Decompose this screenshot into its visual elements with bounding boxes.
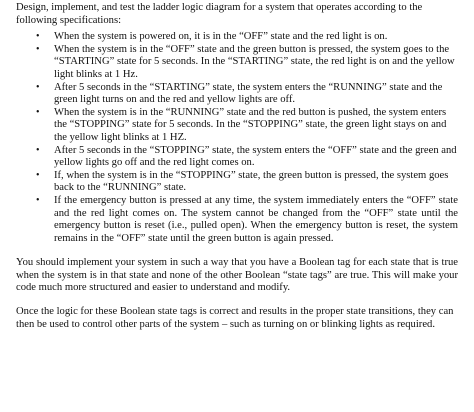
list-item-text: When the system is in the “OFF” state and the green button is pressed, the system goes to the “STARTING” state for 5 seconds. In the “STARTING” state, the red light is on and the yellow light blinks at 1 Hz. — [54, 43, 455, 80]
bullet-icon: • — [36, 169, 40, 181]
bullet-icon: • — [36, 31, 40, 43]
state-transition-paragraph: Once the logic for these Boolean state tags is correct and results in the proper state transitions, they can then be used to control other parts of the system – such as turning on or blinking lights as required. — [16, 306, 454, 330]
list-item-text: After 5 seconds in the “STARTING” state, the system enters the “RUNNING” state and the green light turns on and the red and yellow lights are off. — [54, 81, 443, 106]
boolean-tag-paragraph: You should implement your system in such a way that you have a Boolean tag for each state that is true when the system is in that state and none of the other Boolean “state tags” are true. This will make your code much more structured and easier to understand and modify. — [16, 257, 458, 294]
bullet-icon: • — [36, 194, 40, 206]
list-item — [16, 170, 458, 195]
list-item-text: After 5 seconds in the “STOPPING” state, the system enters the “OFF” state and the green and yellow lights go off and the red light comes on. — [54, 144, 457, 169]
list-item-text: When the system is in the “RUNNING” state and the red button is pushed, the system enters the “STOPPING” state for 5 seconds. In the “STOPPING” state, the green light stays on and the yellow light blinks at 1 HZ. — [54, 106, 447, 143]
list-item — [16, 195, 458, 245]
list-item — [16, 82, 458, 107]
bullet-icon: • — [36, 81, 40, 93]
list-item — [16, 44, 458, 82]
list-item-text: When the system is powered on, it is in the “OFF” state and the red light is on. — [54, 31, 388, 43]
list-item-text: If the emergency button is pressed at any time, the system immediately enters the “OFF” state and the red light comes on. The system cannot be changed from the “OFF” state until the emergency button is reset (i.e., pulled open). When the emergency button is reset, the system remains in the “OFF” state until the green button is again pressed. — [54, 194, 458, 244]
bullet-icon: • — [36, 43, 40, 55]
intro-paragraph: Design, implement, and test the ladder logic diagram for a system that operates according to the following specifications: — [16, 2, 423, 26]
bullet-icon: • — [36, 144, 40, 156]
bullet-icon: • — [36, 106, 40, 118]
specification-list — [16, 31, 458, 245]
list-item — [16, 107, 458, 145]
list-item — [16, 145, 458, 170]
list-item-text: If, when the system is in the “STOPPING” state, the green button is pressed, the system goes back to the “RUNNING” state. — [54, 169, 449, 194]
list-item — [16, 31, 458, 44]
